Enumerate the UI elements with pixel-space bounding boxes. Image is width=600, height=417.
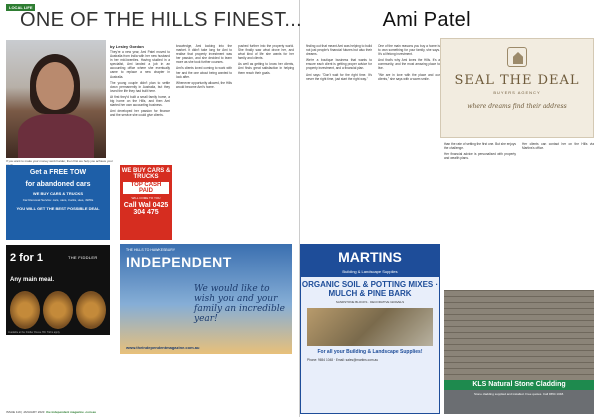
article-column-5 [378, 44, 440, 83]
ad-fineprint: Available at the Fiddler Rouse Hill. T&Cs apply. [8, 331, 61, 334]
ad-title: for abandoned cars [25, 181, 91, 188]
paragraph: Her clients can contact her on the Hills via Martins's office. [522, 142, 594, 151]
stone-products-image [307, 308, 433, 346]
seal-the-deal-ad [440, 38, 594, 138]
ad-sub: Building & Landscape Supplies [301, 269, 439, 277]
headline [20, 9, 540, 32]
portrait-body [18, 114, 94, 158]
paragraph: pushed further into the property world. She finally saw what drove her, and what kind of life she wants for her family and clients. [238, 44, 294, 61]
paragraph: than the rate of setting the first one. But she enjoys the challenge. [444, 142, 516, 151]
paragraph: Ami says: "Don't wait for the right time. It's never the right time, just start the right way." [306, 72, 372, 81]
footer-left [6, 410, 96, 414]
ad-brand: THE FIDDLER [68, 255, 98, 260]
portrait-photo [6, 40, 106, 158]
kls-stone-ad [444, 290, 594, 414]
portrait-face [36, 62, 74, 110]
ad-cta: For all your Building & Landscape Supplies! [317, 349, 423, 355]
article-column-1 [110, 50, 170, 119]
ad-details: SANDSTONE BLOCKS · DECORATIVE GRAVELS [335, 300, 405, 304]
paragraph: As well as getting to know her clients, Ami finds great satisfaction in helping them reach their goals. [238, 62, 294, 75]
paragraph: Her financial advice is personalised with property and wealth plans. [444, 152, 516, 161]
paragraph: At first they'd built a small family home, a big home on the Hills, and then Ami started her own accounting business. [110, 94, 170, 108]
ad-offer-sub: Any main meal. [10, 277, 55, 283]
house-icon [507, 47, 527, 67]
fiddler-ad [6, 245, 110, 335]
ad-contact: YOU WILL GET THE BEST POSSIBLE DEAL [16, 206, 100, 211]
ad-title: Get a FREE TOW [29, 169, 87, 176]
ad-headline: ORGANIC SOIL & POTTING MIXES · MULCH & PINE BARK [301, 280, 439, 298]
paragraph: "We are in love with the place and our clients," she says with a warm smile. [378, 72, 440, 81]
article-column-3 [238, 44, 294, 77]
paragraph: And that's why Ami loves the Hills. It's a community, and the most amazing place to live. [378, 58, 440, 71]
article-column-4 [306, 44, 372, 83]
paragraph: finding out that meant Ami was helping to build not just people's financial futures but also their dreams. [306, 44, 372, 57]
headline-name: Ami Patel [382, 9, 471, 31]
ad-tagline: where dreams find their address [467, 103, 567, 110]
ad-brand: MARTINS [301, 245, 439, 269]
ad-offer: 2 for 1 [10, 252, 44, 264]
buy-cars-ad [120, 165, 172, 240]
byline: by Lesley Gordon [110, 44, 144, 49]
paragraph: We're a boutique business that wants to ensure each client is getting proper advice for property investment, and a financial plan. [306, 58, 372, 71]
paragraph: Ami's clients loved coming to work with her and the one about being wanted to look after. [176, 66, 232, 79]
free-tow-ad [6, 165, 110, 240]
paragraph: Ami developed her passion for finance and the service she could give clients. [110, 109, 170, 118]
ad-brand-small: THE HILLS TO HAWKESBURY [126, 248, 176, 252]
ad-small: WILL COME TO YOU [131, 196, 161, 200]
ad-strip: TOP CASH PAID [123, 182, 169, 194]
ad-body: Car Removal Service: cars, vans, trucks, utes, 4WDs [22, 198, 94, 202]
photo-caption: If you want to make your money work harder, then first we help you achieve your [6, 159, 113, 163]
ad-body: Stone cladding supplied and installed. Free quotes. Call 9654 1048. [474, 392, 564, 396]
ad-phone: Call Wal 0425 304 475 [123, 202, 169, 216]
independent-ad [120, 244, 292, 354]
ad-url: www.theindependentmagazine.com.au [126, 345, 200, 350]
ad-contact: Phone: 9654 1048 · Email: sales@martins.com.au [307, 358, 379, 362]
paragraph: Whenever opportunity allowed, the Hills would become Ami's home. [176, 80, 232, 89]
food-plates-image [10, 291, 106, 329]
ad-brand: SEAL THE DEAL [454, 73, 580, 88]
article-column-6 [444, 142, 594, 160]
footer-issue: ISSUE 119 | JANUARY 2023 [6, 410, 45, 414]
martins-ad [300, 244, 440, 414]
footer-site: the independent magazine .com.au [46, 410, 96, 414]
stone-wall-image [444, 290, 594, 380]
paragraph: The young couple didn't plan to settle down permanently in Australia, but they loved the life they had built here. [110, 80, 170, 93]
article-column-2 [176, 44, 232, 91]
paragraph: knowledge, Ami looking into the market. It didn't take long for Ami to realise that property investment was her passion, and she decided to learn more as she took further courses. [176, 44, 232, 65]
paragraph: They're a new year, Ami Patel moved to Australia from India with her new husband in her mid-twenties. Having studied in a specialist, Ami landed a job in an accounting office where she eventually came to replace a new chapter in Australia. [110, 50, 170, 79]
section-tag: LOCAL LIFE [6, 4, 35, 11]
headline-main: ONE OF THE HILLS FINEST... [20, 9, 302, 31]
ad-title: WE BUY CARS & TRUCKS [121, 168, 171, 180]
ad-wish: We would like to wish you and your family an incredible year! [194, 284, 285, 324]
ad-title: KLS Natural Stone Cladding [444, 380, 594, 390]
ad-sub: BUYERS AGENCY [493, 90, 541, 95]
ad-tagline: WE BUY CARS & TRUCKS [32, 191, 84, 196]
ad-brand: INDEPENDENT [126, 254, 232, 270]
paragraph: One of the main reasons you buy a home is to own something for your family, she says. It's a lifelong investment. [378, 44, 440, 57]
